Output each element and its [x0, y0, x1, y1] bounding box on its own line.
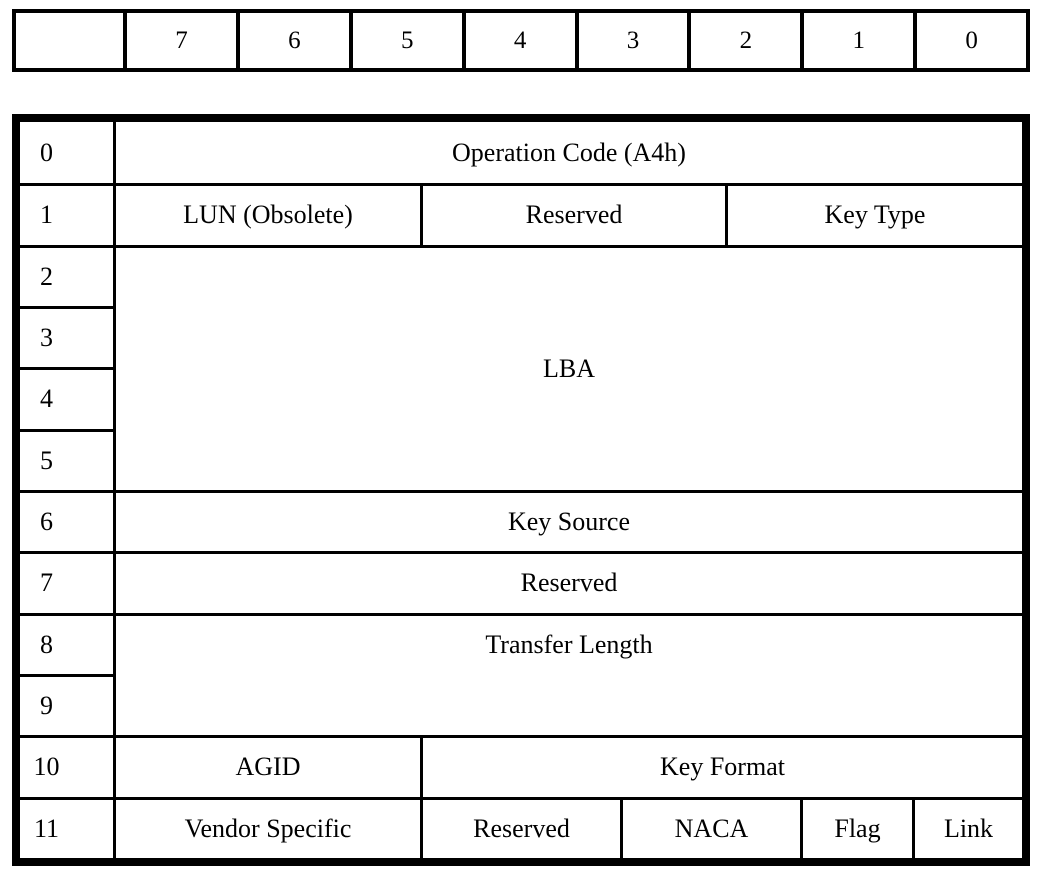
byte-cell-5: 5	[20, 429, 113, 490]
field-reserved-byte7: Reserved	[113, 551, 1022, 612]
bit-header-cell-0: 0	[913, 13, 1026, 68]
byte-cell-0: 0	[40, 137, 53, 167]
byte-cell-8: 8	[20, 613, 113, 674]
byte-cell-10: 10	[20, 735, 113, 796]
bit-header-cell-2: 2	[687, 13, 800, 68]
bit-header-cell-4: 4	[462, 13, 575, 68]
field-key-format: Key Format	[420, 735, 1022, 796]
field-vendor-specific: Vendor Specific	[113, 797, 420, 858]
byte-cell-1: 1	[20, 183, 113, 244]
byte-cell-11: 11	[20, 797, 113, 858]
bit-header-cell-3: 3	[575, 13, 688, 68]
bit-header-cell-7: 7	[123, 13, 236, 68]
field-key-source: Key Source	[113, 490, 1022, 551]
field-lba: LBA	[113, 245, 1022, 490]
byte-cell-7: 7	[20, 551, 113, 612]
byte-cell-9: 9	[20, 674, 113, 735]
cdb-table	[12, 114, 1030, 866]
bit-header-cell-5: 5	[349, 13, 462, 68]
bit-header-table	[12, 9, 1030, 72]
field-agid: AGID	[113, 735, 420, 796]
field-lun-obsolete: LUN (Obsolete)	[113, 183, 420, 244]
bit-header-corner-cell	[16, 13, 123, 68]
field-key-type: Key Type	[725, 183, 1022, 244]
bit-header-cell-1: 1	[800, 13, 913, 68]
field-transfer-length: Transfer Length	[113, 613, 1022, 736]
field-reserved-byte11: Reserved	[420, 797, 620, 858]
byte-cell-2: 2	[20, 245, 113, 306]
byte-cell-4: 4	[20, 367, 113, 428]
bit-header-cell-6: 6	[236, 13, 349, 68]
byte-cell-3: 3	[20, 306, 113, 367]
field-flag: Flag	[800, 797, 912, 858]
field-reserved-byte1: Reserved	[420, 183, 725, 244]
byte-cell-6: 6	[20, 490, 113, 551]
field-naca: NACA	[620, 797, 800, 858]
field-link: Link	[912, 797, 1022, 858]
field-operation-code: Operation Code (A4h)	[113, 122, 1022, 183]
